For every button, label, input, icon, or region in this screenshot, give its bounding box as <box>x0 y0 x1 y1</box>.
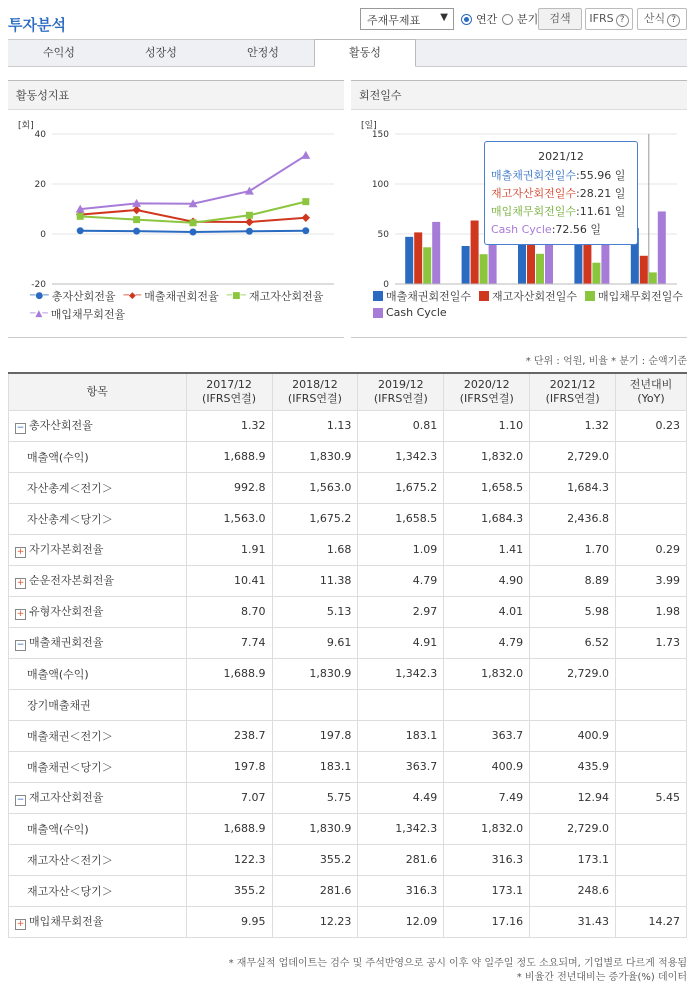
table-cell: 197.8 <box>272 720 358 751</box>
line-legend <box>8 288 344 322</box>
table-cell: 5.13 <box>272 596 358 627</box>
legend-item[interactable] <box>585 288 683 304</box>
table-cell: 4.90 <box>444 565 530 596</box>
tab-activity[interactable]: 활동성 <box>314 39 416 67</box>
radio-on-icon <box>461 14 472 25</box>
table-cell: 9.95 <box>186 906 272 937</box>
tooltip-line <box>491 203 631 221</box>
table-cell: 7.74 <box>186 627 272 658</box>
table-cell: 122.3 <box>186 844 272 875</box>
tooltip-value: :11.61 일 <box>576 205 626 218</box>
legend-label: 총자산회전율 <box>51 290 116 303</box>
table-cell: 4.79 <box>358 565 444 596</box>
y-tick-label: 0 <box>40 230 46 240</box>
data-point[interactable] <box>132 206 140 214</box>
table-cell: 17.16 <box>444 906 530 937</box>
bar[interactable] <box>471 221 479 285</box>
data-point[interactable] <box>190 219 197 226</box>
footnote-2: * 비율간 전년대비는 증가율(%) 데이터 <box>516 972 687 983</box>
activity-line-chart <box>8 110 344 288</box>
radio-quarter[interactable] <box>502 11 538 27</box>
y-tick-label: 150 <box>371 130 389 140</box>
bar[interactable] <box>405 237 413 284</box>
ifrs-label: IFRS <box>589 12 614 25</box>
table-cell: 0.81 <box>358 410 444 441</box>
table-cell: 14.27 <box>616 906 687 937</box>
bar[interactable] <box>414 232 422 284</box>
expand-icon[interactable]: + <box>16 547 25 557</box>
table-cell <box>616 472 687 503</box>
table-row <box>9 689 687 720</box>
formula-label: 산식 <box>643 12 666 25</box>
row-label-text: 자산총계＜전기＞ <box>27 481 113 495</box>
table-cell <box>616 751 687 782</box>
y-tick-label: 50 <box>377 230 389 240</box>
table-cell: 1,675.2 <box>272 503 358 534</box>
bar[interactable] <box>423 247 431 284</box>
table-cell: 1,832.0 <box>444 813 530 844</box>
panel-title: 회전일수 <box>351 80 687 110</box>
data-point[interactable] <box>133 228 140 235</box>
table-cell: 5.45 <box>616 782 687 813</box>
table-cell: 1,658.5 <box>358 503 444 534</box>
bar[interactable] <box>432 222 440 284</box>
row-label <box>9 441 187 472</box>
table-cell: 363.7 <box>444 720 530 751</box>
legend-label: 매출채권회전일수 <box>386 290 472 303</box>
row-label <box>9 596 187 627</box>
row-label <box>9 844 187 875</box>
legend-item[interactable] <box>373 306 447 319</box>
row-label-text: 순운전자본회전율 <box>29 574 115 587</box>
table-row <box>9 627 687 658</box>
bar[interactable] <box>592 263 600 284</box>
legend-label: Cash Cycle <box>386 306 447 319</box>
tooltip-value: :72.56 일 <box>551 223 602 236</box>
tooltip-label: 매입채무회전일수 <box>491 205 577 218</box>
table-cell <box>272 689 358 720</box>
data-point[interactable] <box>77 213 84 220</box>
table-cell: 1,658.5 <box>444 472 530 503</box>
y-tick-label: 100 <box>371 180 389 190</box>
table-cell: 3.99 <box>616 565 687 596</box>
row-label <box>9 565 187 596</box>
row-label <box>9 906 187 937</box>
table-cell: 1.32 <box>186 410 272 441</box>
table-cell: 1,563.0 <box>186 503 272 534</box>
table-cell: 4.01 <box>444 596 530 627</box>
table-cell: 7.07 <box>186 782 272 813</box>
table-cell: 1,830.9 <box>272 813 358 844</box>
table-cell: 400.9 <box>444 751 530 782</box>
legend-square-icon <box>585 291 595 301</box>
table-cell: 183.1 <box>358 720 444 751</box>
table-cell: 248.6 <box>530 875 616 906</box>
table-cell: 992.8 <box>186 472 272 503</box>
table-cell: 1.10 <box>444 410 530 441</box>
table-cell: 238.7 <box>186 720 272 751</box>
table-cell <box>616 720 687 751</box>
tab-growth[interactable]: 성장성 <box>145 46 177 59</box>
tooltip-line <box>491 185 631 203</box>
collapse-icon[interactable]: − <box>16 640 25 650</box>
table-cell: 1.70 <box>530 534 616 565</box>
table-cell: 1.09 <box>358 534 444 565</box>
row-label <box>9 503 187 534</box>
table-cell: 1,342.3 <box>358 813 444 844</box>
legend-item[interactable] <box>123 288 218 304</box>
table-cell: 1,342.3 <box>358 658 444 689</box>
column-header: 2018/12 (IFRS연결) <box>272 373 358 410</box>
table-cell: 363.7 <box>358 751 444 782</box>
table-cell: 12.94 <box>530 782 616 813</box>
table-row <box>9 503 687 534</box>
row-label <box>9 875 187 906</box>
table-cell: 1.13 <box>272 410 358 441</box>
y-tick-label: -20 <box>31 280 46 288</box>
table-cell: 197.8 <box>186 751 272 782</box>
table-cell <box>616 689 687 720</box>
legend-marker-icon: ─●─ <box>30 291 49 301</box>
table-cell: 4.49 <box>358 782 444 813</box>
table-cell: 1,684.3 <box>530 472 616 503</box>
table-cell: 400.9 <box>530 720 616 751</box>
column-header: 2019/12 (IFRS연결) <box>358 373 444 410</box>
row-label <box>9 627 187 658</box>
bar[interactable] <box>462 246 470 284</box>
bar[interactable] <box>536 254 544 284</box>
table-cell: 173.1 <box>530 844 616 875</box>
activity-table <box>8 372 687 938</box>
bar[interactable] <box>480 254 488 284</box>
row-label <box>9 472 187 503</box>
table-cell: 1,830.9 <box>272 658 358 689</box>
collapse-icon[interactable]: − <box>16 423 25 433</box>
table-cell: 355.2 <box>186 875 272 906</box>
table-cell: 6.52 <box>530 627 616 658</box>
table-cell: 31.43 <box>530 906 616 937</box>
row-label-text: 유형자산회전율 <box>29 605 104 618</box>
table-cell: 281.6 <box>358 844 444 875</box>
radio-off-icon <box>502 14 513 25</box>
legend-item[interactable] <box>227 288 324 304</box>
tooltip-line <box>491 167 631 185</box>
table-cell: 7.49 <box>444 782 530 813</box>
table-cell <box>616 844 687 875</box>
y-axis-label: [일] <box>361 121 377 131</box>
ifrs-help-button[interactable] <box>585 8 633 30</box>
row-label <box>9 410 187 441</box>
data-point[interactable] <box>302 198 309 205</box>
select-value: 주재무제표 <box>367 14 421 27</box>
row-label <box>9 720 187 751</box>
data-point[interactable] <box>245 187 254 195</box>
row-label <box>9 658 187 689</box>
row-label-text: 총자산회전율 <box>29 419 93 432</box>
table-cell: 1,684.3 <box>444 503 530 534</box>
table-cell: 1,688.9 <box>186 441 272 472</box>
expand-icon[interactable]: + <box>16 919 25 929</box>
table-cell: 4.91 <box>358 627 444 658</box>
y-tick-label: 20 <box>34 180 46 190</box>
legend-square-icon <box>373 291 383 301</box>
row-label <box>9 751 187 782</box>
table-body <box>9 410 687 937</box>
table-cell: 0.23 <box>616 410 687 441</box>
bar[interactable] <box>640 256 648 284</box>
legend-label: 매입채무회전율 <box>50 308 126 321</box>
table-cell: 2,436.8 <box>530 503 616 534</box>
table-cell: 1,832.0 <box>444 658 530 689</box>
table-cell: 183.1 <box>272 751 358 782</box>
unit-note: * 단위 : 억원, 비율 * 분기 : 순액기준 <box>525 356 687 367</box>
activity-chart-panel <box>8 80 344 338</box>
chart-tooltip <box>484 141 638 245</box>
table-cell <box>616 813 687 844</box>
table-row <box>9 410 687 441</box>
row-label-text: 재고자산회전율 <box>29 791 104 804</box>
table-row <box>9 720 687 751</box>
table-cell: 1.98 <box>616 596 687 627</box>
legend-square-icon <box>373 308 383 318</box>
table-cell: 12.23 <box>272 906 358 937</box>
table-row <box>9 596 687 627</box>
table-row <box>9 472 687 503</box>
row-label-text: 자기자본회전율 <box>29 543 104 556</box>
table-cell: 1.73 <box>616 627 687 658</box>
table-cell: 1.41 <box>444 534 530 565</box>
data-point[interactable] <box>302 213 310 221</box>
row-label-text: 매출채권＜당기＞ <box>27 760 113 774</box>
row-label-text: 매출채권회전율 <box>29 636 104 649</box>
header <box>0 0 697 38</box>
chevron-down-icon: ▼ <box>440 12 448 23</box>
bar-legend <box>351 288 687 319</box>
legend-item[interactable] <box>30 306 125 322</box>
table-cell: 1,832.0 <box>444 441 530 472</box>
expand-icon[interactable]: + <box>16 609 25 619</box>
tooltip-value: :28.21 일 <box>576 187 626 200</box>
table-cell: 316.3 <box>358 875 444 906</box>
bar[interactable] <box>658 211 666 284</box>
table-cell: 1.32 <box>530 410 616 441</box>
table-cell: 173.1 <box>444 875 530 906</box>
table-cell <box>616 658 687 689</box>
table-cell: 2,729.0 <box>530 441 616 472</box>
row-label <box>9 689 187 720</box>
data-point[interactable] <box>246 228 253 235</box>
table-row <box>9 751 687 782</box>
table-cell: 355.2 <box>272 844 358 875</box>
legend-marker-icon: ─▲─ <box>30 309 48 319</box>
footnote-1: * 재무실적 업데이트는 검수 및 주석반영으로 공시 이후 약 일주일 정도 소요되며, 기업별로 다르게 적용됨 <box>228 958 687 969</box>
data-point[interactable] <box>77 227 84 234</box>
table-cell: 8.70 <box>186 596 272 627</box>
table-cell: 8.89 <box>530 565 616 596</box>
row-label-text: 재고자산＜당기＞ <box>27 884 113 898</box>
table-row <box>9 875 687 906</box>
legend-item[interactable] <box>479 288 577 304</box>
data-point[interactable] <box>246 212 253 219</box>
table-cell: 1,563.0 <box>272 472 358 503</box>
tooltip-label: Cash Cycle <box>491 223 552 236</box>
y-tick-label: 0 <box>383 280 389 288</box>
tab-profitability[interactable]: 수익성 <box>43 46 75 59</box>
column-header: 2020/12 (IFRS연결) <box>444 373 530 410</box>
table-cell: 1,688.9 <box>186 658 272 689</box>
row-label <box>9 782 187 813</box>
formula-help-button[interactable] <box>637 8 687 30</box>
bar[interactable] <box>649 272 657 284</box>
table-cell: 5.98 <box>530 596 616 627</box>
tab-stability[interactable]: 안정성 <box>247 46 279 59</box>
row-label-text: 자산총계＜당기＞ <box>27 512 113 526</box>
row-label <box>9 534 187 565</box>
table-cell: 1,342.3 <box>358 441 444 472</box>
column-header: 항목 <box>9 373 187 410</box>
search-button[interactable]: 검색 <box>538 8 582 30</box>
table-cell <box>616 875 687 906</box>
table-cell: 5.75 <box>272 782 358 813</box>
panel-title: 활동성지표 <box>8 80 344 110</box>
table-cell <box>530 689 616 720</box>
table-row <box>9 906 687 937</box>
legend-square-icon <box>479 291 489 301</box>
table-header-row <box>9 373 687 410</box>
table-cell <box>616 503 687 534</box>
table-row <box>9 565 687 596</box>
table-cell: 10.41 <box>186 565 272 596</box>
table-cell: 11.38 <box>272 565 358 596</box>
radio-quarter-label: 분기 <box>517 13 539 26</box>
legend-marker-icon: ─◆─ <box>123 291 142 301</box>
row-label <box>9 813 187 844</box>
table-row <box>9 534 687 565</box>
legend-label: 매출채권회전율 <box>144 290 219 303</box>
table-cell <box>444 689 530 720</box>
table-cell: 316.3 <box>444 844 530 875</box>
table-cell: 12.09 <box>358 906 444 937</box>
row-label-text: 매출채권＜전기＞ <box>27 729 113 743</box>
table-cell: 9.61 <box>272 627 358 658</box>
table-cell: 2,729.0 <box>530 658 616 689</box>
table-cell <box>616 441 687 472</box>
table-cell: 0.29 <box>616 534 687 565</box>
column-header: 2017/12 (IFRS연결) <box>186 373 272 410</box>
table-cell: 2,729.0 <box>530 813 616 844</box>
row-label-text: 장기매출채권 <box>27 698 91 712</box>
row-label-text: 매출액(수익) <box>27 450 89 464</box>
y-tick-label: 40 <box>34 130 46 140</box>
table-row <box>9 782 687 813</box>
table-row <box>9 844 687 875</box>
tooltip-title: 2021/12 <box>538 150 584 163</box>
tooltip-label: 매출채권회전일수 <box>491 169 577 182</box>
help-icon: ? <box>667 14 680 27</box>
column-header: 전년대비 (YoY) <box>616 373 687 410</box>
legend-label: 매입채무회전일수 <box>598 290 684 303</box>
row-label-text: 매출액(수익) <box>27 667 89 681</box>
table-cell: 2.97 <box>358 596 444 627</box>
data-point[interactable] <box>301 151 310 159</box>
radio-annual[interactable] <box>461 11 497 27</box>
legend-label: 재고자산회전율 <box>248 290 324 303</box>
table-cell: 281.6 <box>272 875 358 906</box>
row-label-text: 매입채무회전율 <box>29 915 104 928</box>
table-cell: 1.68 <box>272 534 358 565</box>
help-icon: ? <box>616 14 629 27</box>
collapse-icon[interactable]: − <box>16 795 25 805</box>
legend-item[interactable] <box>30 288 115 304</box>
table-cell <box>186 689 272 720</box>
page-title: 투자분석 <box>8 16 66 34</box>
expand-icon[interactable]: + <box>16 578 25 588</box>
radio-annual-label: 연간 <box>476 13 498 26</box>
tooltip-value: :55.96 일 <box>576 169 626 182</box>
table-cell: 1,830.9 <box>272 441 358 472</box>
tooltip-line <box>491 221 631 239</box>
y-axis-label: [회] <box>18 121 34 131</box>
row-label-text: 재고자산＜전기＞ <box>27 853 113 867</box>
legend-label: 재고자산회전일수 <box>492 290 578 303</box>
legend-item[interactable] <box>373 288 471 304</box>
column-header: 2021/12 (IFRS연결) <box>530 373 616 410</box>
table-cell: 1,688.9 <box>186 813 272 844</box>
tab-bar <box>8 39 687 67</box>
table-row <box>9 441 687 472</box>
table-row <box>9 658 687 689</box>
data-point[interactable] <box>133 216 140 223</box>
statement-select[interactable] <box>360 8 454 30</box>
data-point[interactable] <box>190 228 197 235</box>
table-cell: 1,675.2 <box>358 472 444 503</box>
data-point[interactable] <box>302 227 309 234</box>
tooltip-label: 재고자산회전일수 <box>491 187 577 200</box>
data-point[interactable] <box>245 218 253 226</box>
legend-marker-icon: ─■─ <box>226 291 246 301</box>
table-cell: 1.91 <box>186 534 272 565</box>
table-cell <box>358 689 444 720</box>
row-label-text: 매출액(수익) <box>27 822 89 836</box>
table-cell: 4.79 <box>444 627 530 658</box>
table-row <box>9 813 687 844</box>
table-cell: 435.9 <box>530 751 616 782</box>
